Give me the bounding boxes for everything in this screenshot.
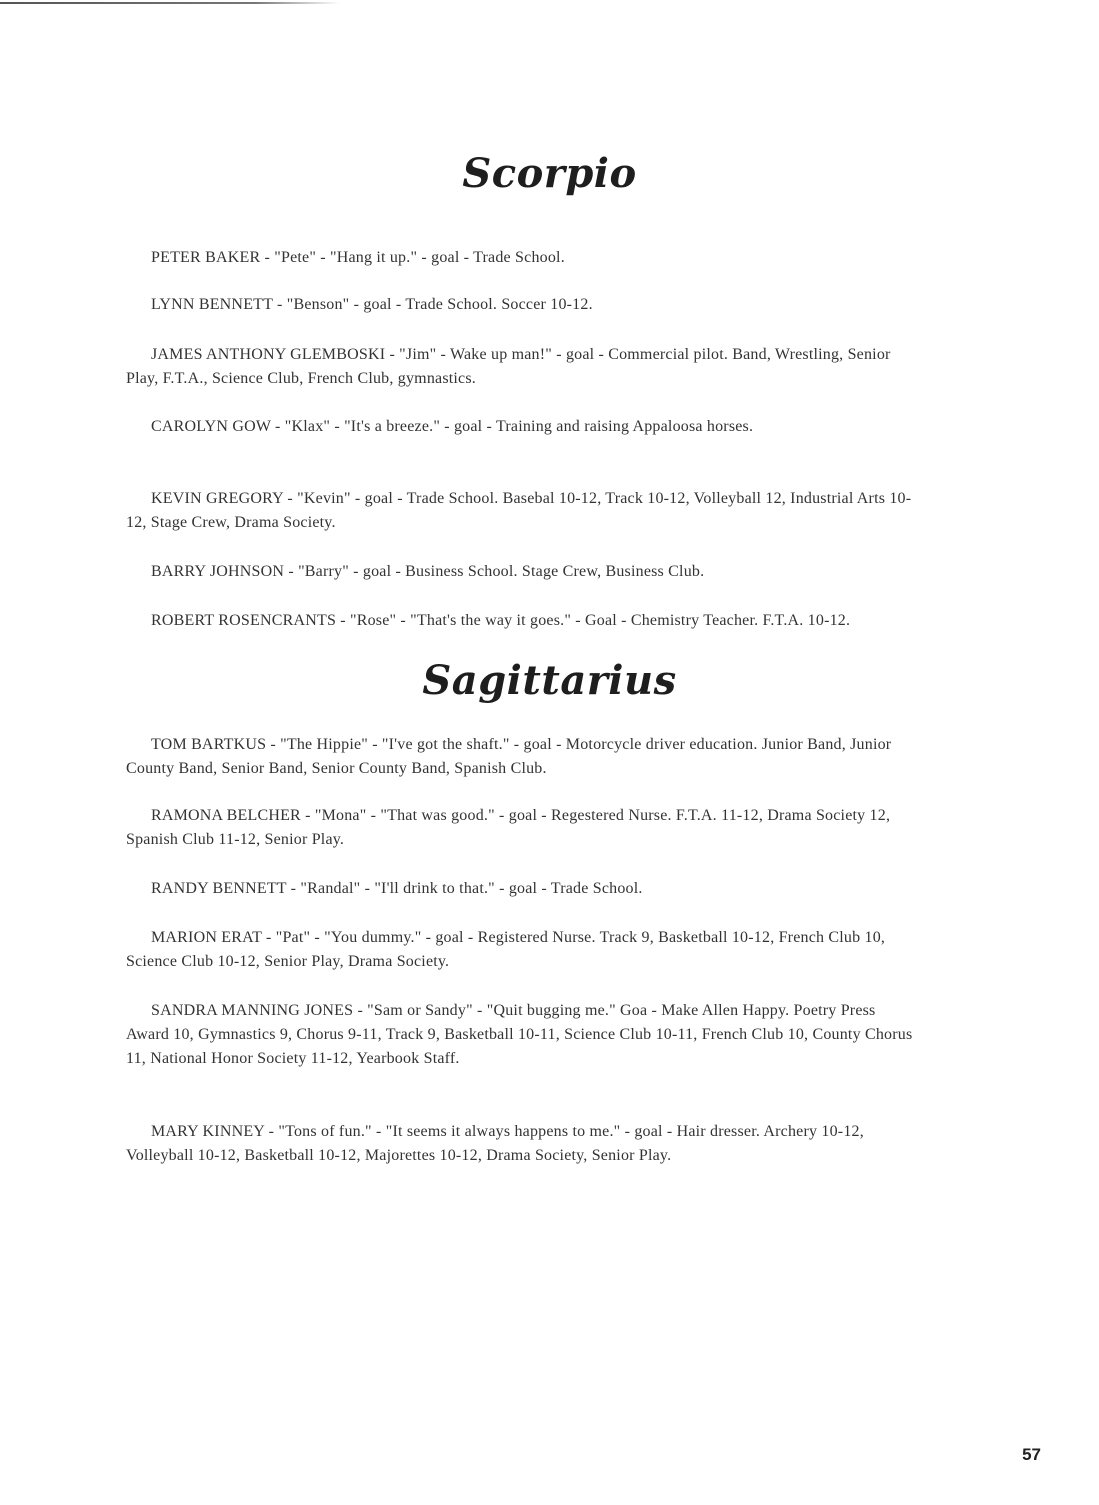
page-number: 57 [1022,1445,1041,1464]
entry-sandra-manning-jones: SANDRA MANNING JONES - "Sam or Sandy" - "Quit bugging me." Goa - Make Allen Happy. Poetry Press Award 10, Gymnastics 9, Chorus 9-11, Track 9, Basketball 10-11, Science Club 10-11, French Club 10, County Chorus 11, National Honor Society 11-12, Yearbook Staff. [126,1002,913,1067]
top-edge-rule [0,2,340,4]
section-title-scorpio: Scorpio [462,150,637,197]
entry-kevin-gregory: KEVIN GREGORY - "Kevin" - goal - Trade School. Basebal 10-12, Track 10-12, Volleyball 12, Industrial Arts 10-12, Stage Crew, Drama Society. [126,490,912,531]
entry-tom-bartkus: TOM BARTKUS - "The Hippie" - "I've got the shaft." - goal - Motorcycle driver education. Junior Band, Junior County Band, Senior Band, Senior County Band, Spanish Club. [126,736,892,777]
entry-james-glemboski: JAMES ANTHONY GLEMBOSKI - "Jim" - Wake up man!" - goal - Commercial pilot. Band, Wrestling, Senior Play, F.T.A., Science Club, French Club, gymnastics. [126,346,891,387]
entry-randy-bennett: RANDY BENNETT - "Randal" - "I'll drink to that." - goal - Trade School. [151,880,643,897]
entry-robert-rosencrants: ROBERT ROSENCRANTS - "Rose" - "That's the way it goes." - Goal - Chemistry Teacher. F.T.A. 10-12. [151,612,851,629]
entry-lynn-bennett: LYNN BENNETT - "Benson" - goal - Trade School. Soccer 10-12. [151,296,593,313]
entry-marion-erat: MARION ERAT - "Pat" - "You dummy." - goal - Registered Nurse. Track 9, Basketball 10-12, French Club 10, Science Club 10-12, Senior Play, Drama Society. [126,929,886,970]
entry-peter-baker: PETER BAKER - "Pete" - "Hang it up." - goal - Trade School. [151,249,565,266]
entry-barry-johnson: BARRY JOHNSON - "Barry" - goal - Business School. Stage Crew, Business Club. [151,563,705,580]
entry-mary-kinney: MARY KINNEY - "Tons of fun." - "It seems it always happens to me." - goal - Hair dresser. Archery 10-12, Volleyball 10-12, Basketball 10-12, Majorettes 10-12, Drama Society, Senior Play. [126,1123,864,1164]
entry-carolyn-gow: CAROLYN GOW - "Klax" - "It's a breeze." - goal - Training and raising Appaloosa horses. [151,418,754,435]
section-title-sagittarius: Sagittarius [422,657,677,704]
entry-ramona-belcher: RAMONA BELCHER - "Mona" - "That was good." - goal - Regestered Nurse. F.T.A. 11-12, Drama Society 12, Spanish Club 11-12, Senior Play. [126,807,891,848]
